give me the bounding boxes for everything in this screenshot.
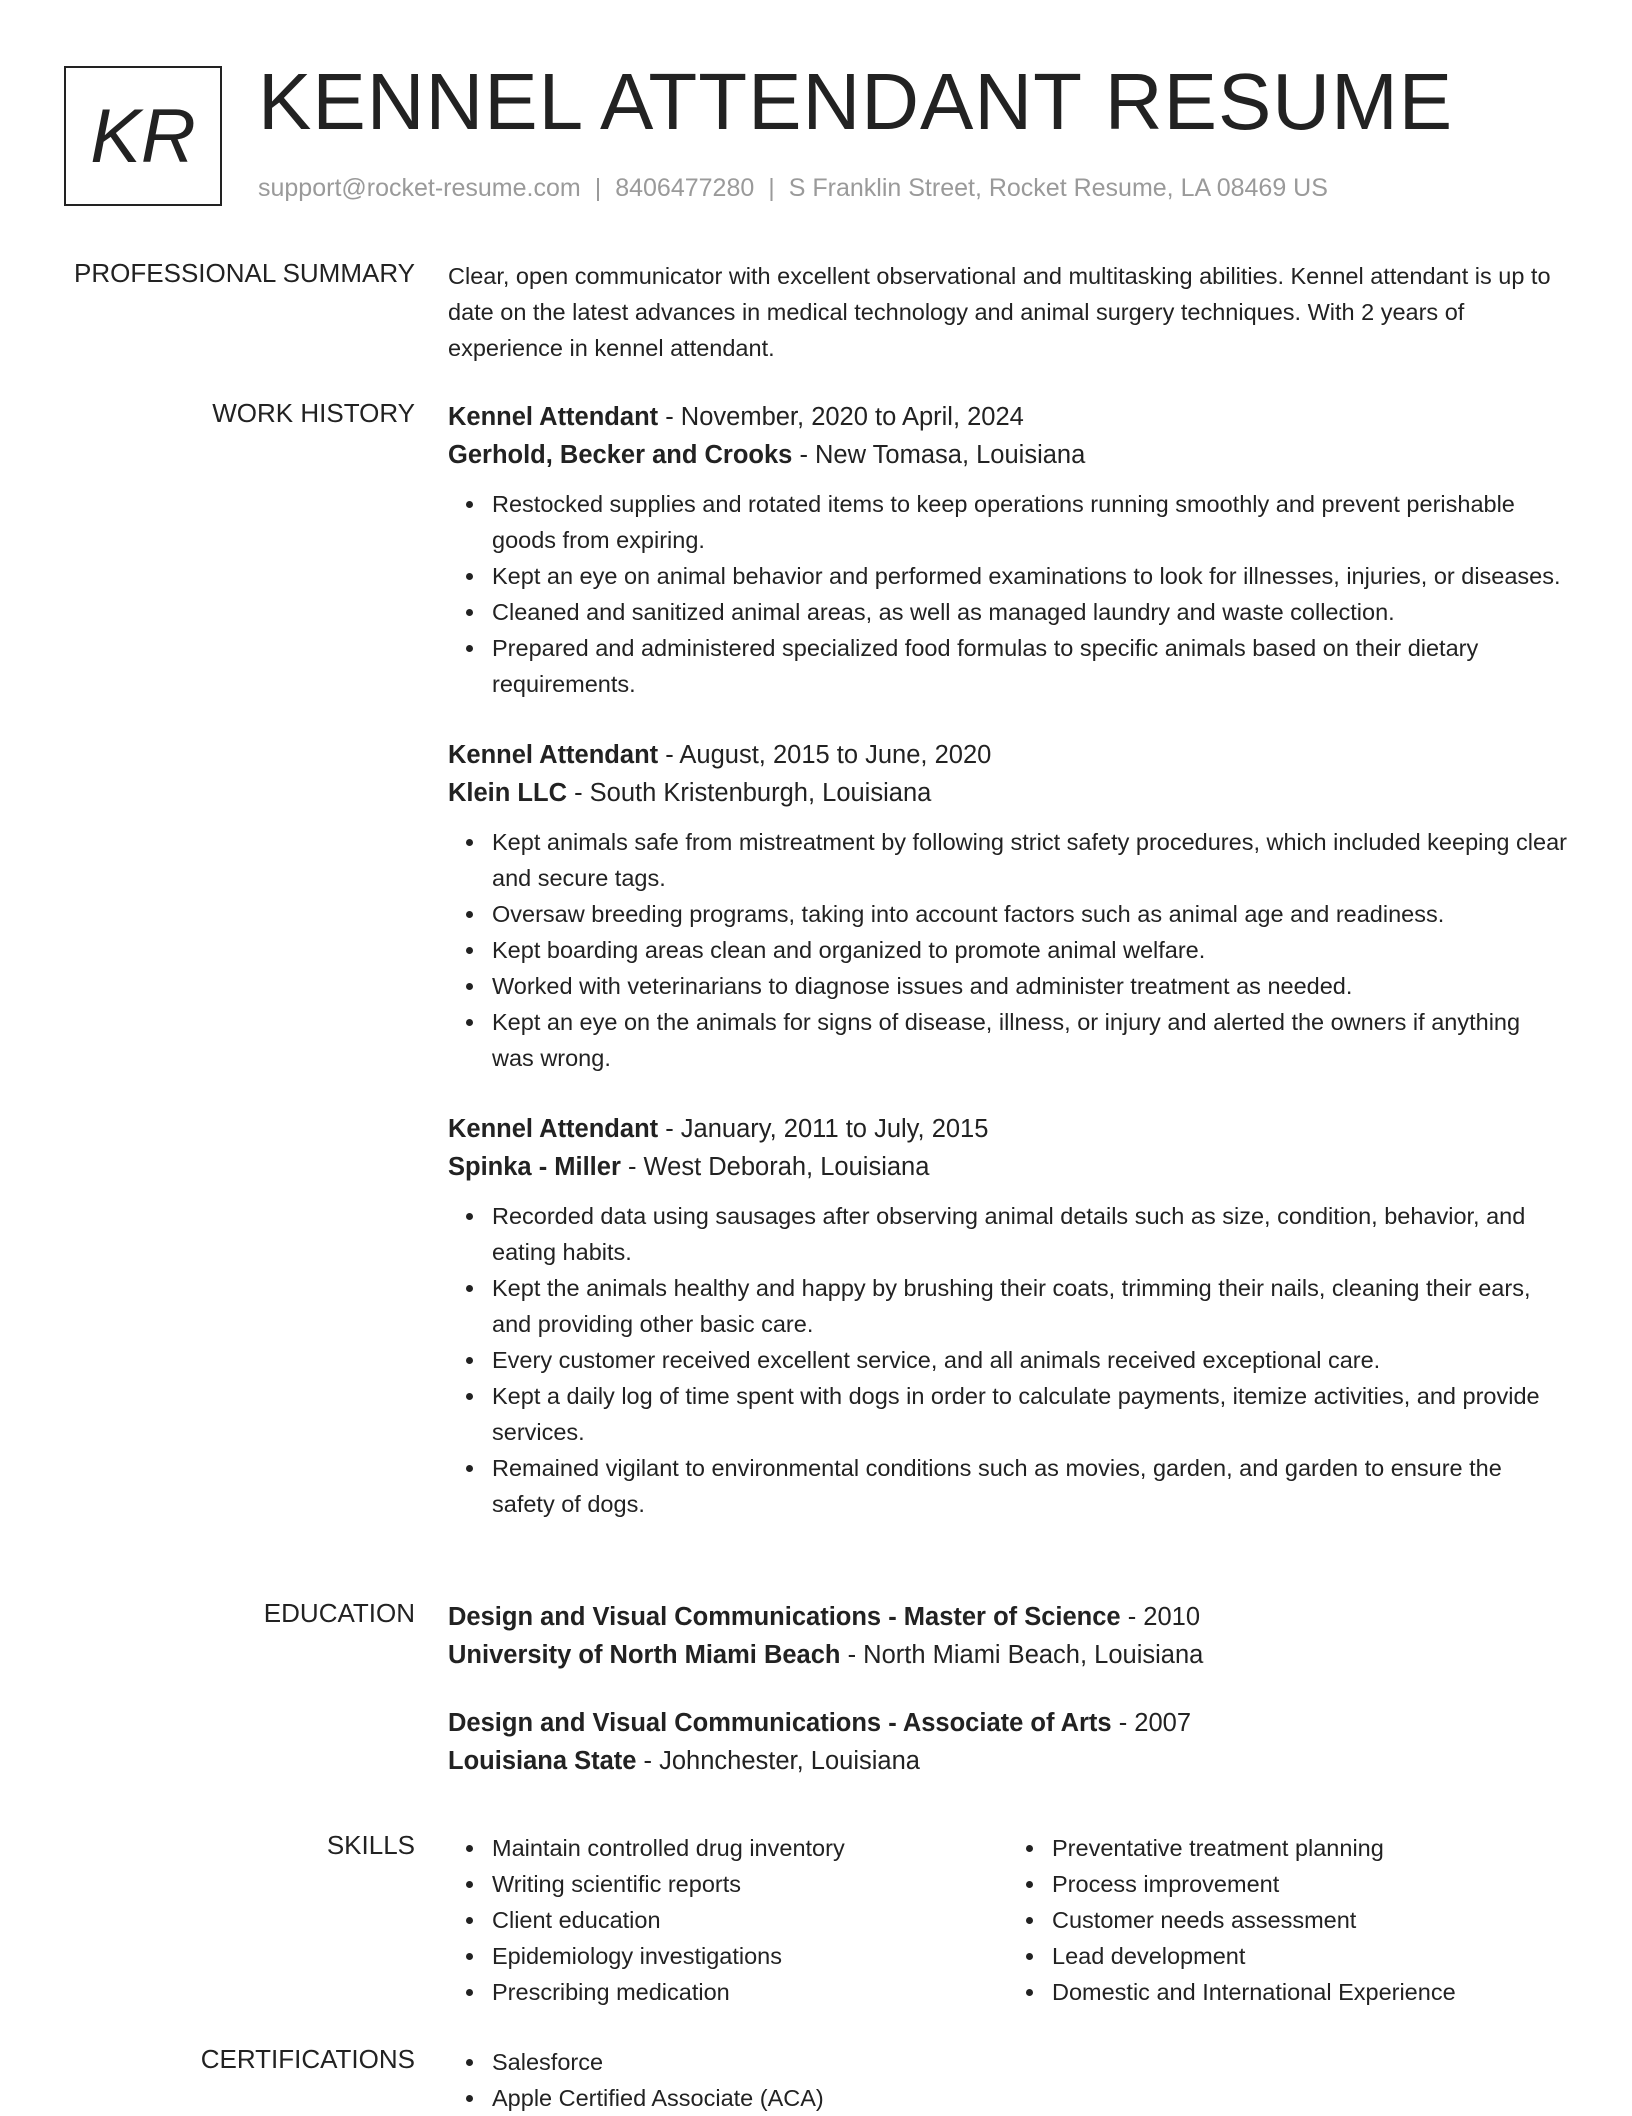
degree: Design and Visual Communications - Associate of Arts xyxy=(448,1709,1112,1737)
list-item: Recorded data using sausages after observing animal details such as size, condition, behavior, and eating habits. xyxy=(492,1198,1568,1270)
skill-item: Process improvement xyxy=(1052,1866,1568,1902)
school: University of North Miami Beach xyxy=(448,1641,841,1669)
job-dates: - November, 2020 to April, 2024 xyxy=(658,403,1024,431)
skill-item: Lead development xyxy=(1052,1938,1568,1974)
school: Louisiana State xyxy=(448,1747,637,1775)
job-title: Kennel Attendant xyxy=(448,1115,659,1143)
section-label-certifications: CERTIFICATIONS xyxy=(200,2044,415,2074)
job-bullets xyxy=(448,824,1568,1076)
school-line xyxy=(448,1742,1568,1780)
list-item: Restocked supplies and rotated items to keep operations running smoothly and prevent perishable goods from expiring. xyxy=(492,486,1568,558)
list-item: Cleaned and sanitized animal areas, as well as managed laundry and waste collection. xyxy=(492,594,1568,630)
job-entry xyxy=(448,1110,1568,1522)
list-item: Oversaw breeding programs, taking into account factors such as animal age and readiness. xyxy=(492,896,1568,932)
contact-email[interactable]: support@rocket-resume.com xyxy=(258,174,581,202)
list-item: Kept animals safe from mistreatment by following strict safety procedures, which included keeping clear and secure tags. xyxy=(492,824,1568,896)
skill-item: Preventative treatment planning xyxy=(1052,1830,1568,1866)
contact-address: S Franklin Street, Rocket Resume, LA 08469 US xyxy=(788,174,1328,202)
job-location: - New Tomasa, Louisiana xyxy=(792,441,1086,469)
school-line xyxy=(448,1636,1568,1674)
resume-title: KENNEL ATTENDANT RESUME xyxy=(258,57,1454,146)
job-title-line xyxy=(448,1110,1568,1148)
school-location: - Johnchester, Louisiana xyxy=(636,1747,920,1775)
skill-item: Prescribing medication xyxy=(492,1974,1008,2010)
job-company-line xyxy=(448,436,1568,474)
job-title-line xyxy=(448,736,1568,774)
certifications-list xyxy=(448,2044,1568,2116)
job-location: - West Deborah, Louisiana xyxy=(620,1153,930,1181)
skills-columns xyxy=(448,1830,1568,2010)
education-body xyxy=(448,1598,1568,1810)
skills-list-right xyxy=(1008,1830,1568,2010)
degree: Design and Visual Communications - Master of Science xyxy=(448,1603,1121,1631)
monogram-text: KR xyxy=(90,93,196,179)
job-company-line xyxy=(448,1148,1568,1186)
list-item: Kept the animals healthy and happy by brushing their coats, trimming their nails, cleaning their ears, and providing other basic care. xyxy=(492,1270,1568,1342)
education-entry xyxy=(448,1704,1568,1780)
job-company: Spinka - Miller xyxy=(448,1153,621,1181)
monogram-logo xyxy=(64,66,222,206)
skills-body xyxy=(448,1830,1568,2010)
job-company-line xyxy=(448,774,1568,812)
job-dates: - August, 2015 to June, 2020 xyxy=(658,741,992,769)
list-item: Worked with veterinarians to diagnose issues and administer treatment as needed. xyxy=(492,968,1568,1004)
education-entry xyxy=(448,1598,1568,1674)
skill-item: Epidemiology investigations xyxy=(492,1938,1008,1974)
section-label-summary: PROFESSIONAL SUMMARY xyxy=(74,258,415,288)
section-label-work-history: WORK HISTORY xyxy=(212,398,415,428)
list-item: Kept a daily log of time spent with dogs in order to calculate payments, itemize activities, and provide services. xyxy=(492,1378,1568,1450)
job-company: Klein LLC xyxy=(448,779,567,807)
certification-item: Apple Certified Associate (ACA) xyxy=(492,2080,1568,2116)
job-company: Gerhold, Becker and Crooks xyxy=(448,441,793,469)
skill-item: Maintain controlled drug inventory xyxy=(492,1830,1008,1866)
degree-line xyxy=(448,1598,1568,1636)
job-location: - South Kristenburgh, Louisiana xyxy=(567,779,932,807)
job-title-line xyxy=(448,398,1568,436)
list-item: Every customer received excellent service, and all animals received exceptional care. xyxy=(492,1342,1568,1378)
section-label-education: EDUCATION xyxy=(263,1598,415,1628)
certifications-body xyxy=(448,2044,1568,2116)
school-location: - North Miami Beach, Louisiana xyxy=(840,1641,1204,1669)
job-entry xyxy=(448,398,1568,702)
list-item: Kept an eye on the animals for signs of disease, illness, or injury and alerted the owners if anything was wrong. xyxy=(492,1004,1568,1076)
job-bullets xyxy=(448,486,1568,702)
job-title: Kennel Attendant xyxy=(448,741,659,769)
contact-line xyxy=(258,174,1328,203)
degree-year: - 2007 xyxy=(1111,1709,1192,1737)
job-entry xyxy=(448,736,1568,1076)
section-label-skills: SKILLS xyxy=(326,1830,415,1860)
degree-line xyxy=(448,1704,1568,1742)
contact-separator: | xyxy=(768,174,775,202)
summary-text: Clear, open communicator with excellent observational and multitasking abilities. Kennel attendant is up to date on the latest advances in medical technology and animal surgery techniques. With 2 years of experience in kennel attendant. xyxy=(448,263,1551,361)
summary-body xyxy=(448,258,1568,366)
list-item: Kept boarding areas clean and organized to promote animal welfare. xyxy=(492,932,1568,968)
contact-separator: | xyxy=(594,174,602,202)
skill-item: Client education xyxy=(492,1902,1008,1938)
certification-item: Salesforce xyxy=(492,2044,1568,2080)
degree-year: - 2010 xyxy=(1120,1603,1201,1631)
skill-item: Customer needs assessment xyxy=(1052,1902,1568,1938)
skill-item: Domestic and International Experience xyxy=(1052,1974,1568,2010)
job-bullets xyxy=(448,1198,1568,1522)
job-title: Kennel Attendant xyxy=(448,403,659,431)
skill-item: Writing scientific reports xyxy=(492,1866,1008,1902)
work-history-body xyxy=(448,398,1568,1556)
skills-list-left xyxy=(448,1830,1008,2010)
list-item: Kept an eye on animal behavior and performed examinations to look for illnesses, injuries, or diseases. xyxy=(492,558,1568,594)
list-item: Remained vigilant to environmental conditions such as movies, garden, and garden to ensure the safety of dogs. xyxy=(492,1450,1568,1522)
contact-phone[interactable]: 8406477280 xyxy=(615,174,755,202)
list-item: Prepared and administered specialized food formulas to specific animals based on their dietary requirements. xyxy=(492,630,1568,702)
job-dates: - January, 2011 to July, 2015 xyxy=(658,1115,989,1143)
